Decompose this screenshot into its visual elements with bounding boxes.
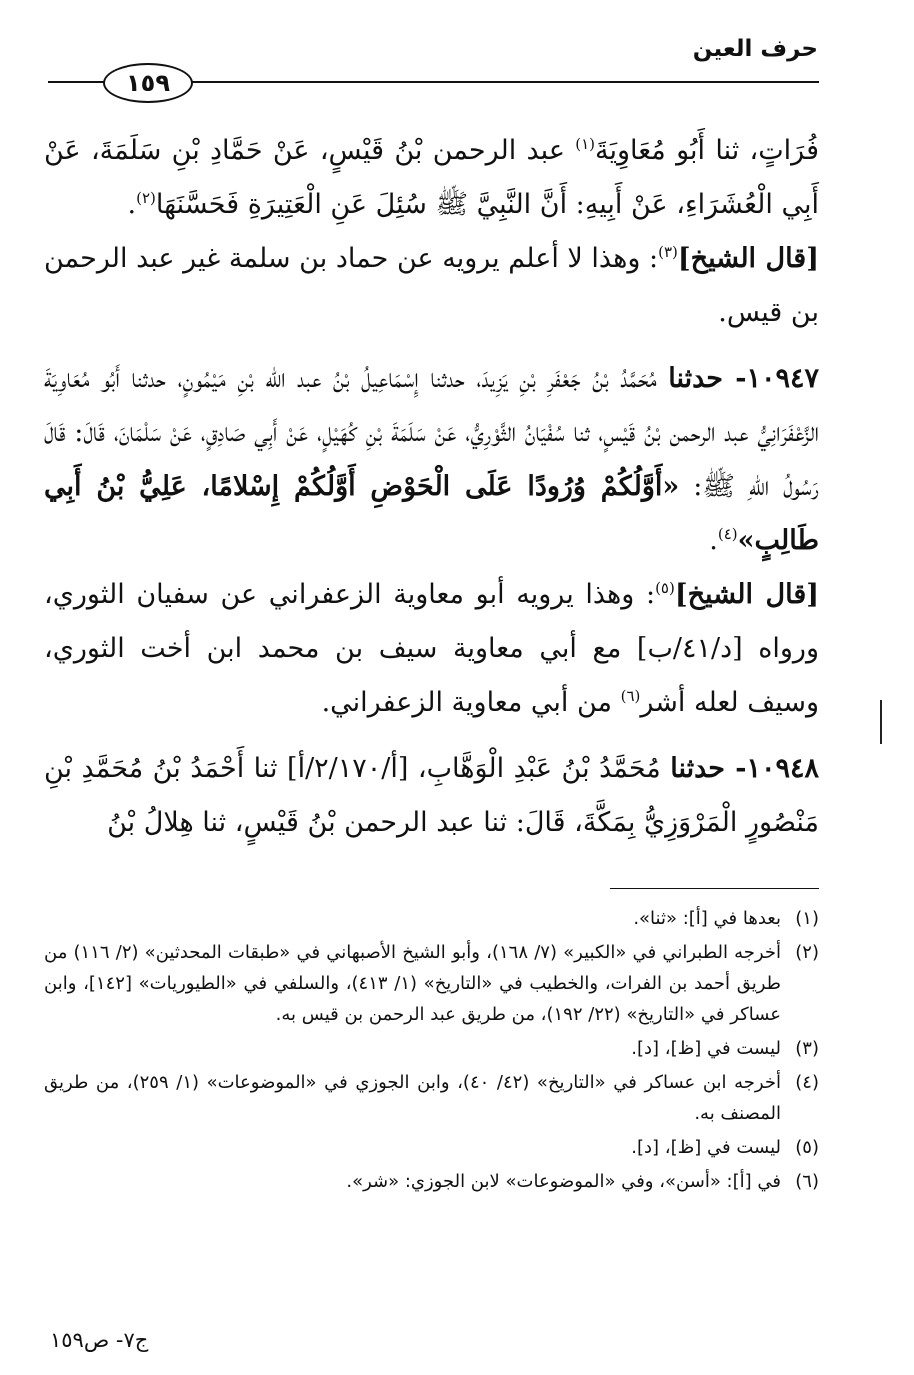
text-run: عبد الرحمن بْنُ قَيْسٍ، عَنْ حَمَّادِ بْنِ سَلَمَةَ، عَنْ أَبِي الْعُشَرَاءِ، عَنْ أَبِيهِ: أَنَّ النَّبِيَّ ﷺ سُئِلَ عَنِ الْعَتِيرَةِ فَحَسَّنَهَا [44,135,819,220]
text-run: فُرَاتٍ، ثنا أَبُو مُعَاوِيَةَ [595,135,819,166]
main-text [44,124,819,850]
hadith-number: ١٠٩٤٧- حدثنا [668,363,820,394]
text-run: : وهذا لا أعلم يرويه عن حماد بن سلمة غير عبد الرحمن بن قيس. [44,243,819,328]
footnotes [44,903,819,1200]
footnote-number: (٣) [795,1038,819,1059]
footnote-number: (١) [795,908,819,929]
footnote-text: ليست في [ظ]، [د]. [631,1038,781,1059]
margin-mark [880,700,882,744]
footnote-ref: (١) [575,135,596,153]
footnote-ref: (٢) [136,189,156,207]
volume-page-ref: ج٧- ص١٥٩ [50,1328,149,1352]
sheikh-label: [قال الشيخ] [674,579,820,610]
page-number: ١٥٩ [126,69,170,97]
text-run: من أبي معاوية الزعفراني. [321,687,621,718]
paragraph-1 [44,124,819,232]
footnote-1 [44,903,819,934]
footnote-5 [44,1132,819,1163]
footnote-6 [44,1166,819,1197]
hadith-number: ١٠٩٤٨- حدثنا [670,753,819,784]
hadith-quote: «أَوَّلُكُمْ وُرُودًا عَلَى الْحَوْضِ أَوَّلُكُمْ إِسْلامًا، عَلِيُّ بْنُ أَبِي طَالِبٍ» [44,471,819,556]
sheikh-label: [قال الشيخ] [677,243,819,274]
hadith-10947 [44,352,819,568]
footnote-number: (٢) [795,942,819,963]
footnote-text: ليست في [ظ]، [د]. [631,1137,781,1158]
hadith-10948 [44,742,819,850]
footnote-rule [610,888,819,889]
footnote-ref: (٥) [655,579,675,597]
text-run: مُحَمَّدُ بْنُ جَعْفَرِ بْنِ يَزِيدَ، حدثنا إِسْمَاعِيلُ بْنُ عبد الله بْنِ مَيْمُونٍ، حدثنا أَبُو مُعَاوِيَةَ الزَّعْفَرَانِيُّ عبد الرحمن بْنُ قَيْسٍ، ثنا سُفْيَانُ الثَّوْرِيُّ، عَنْ سَلَمَةَ بْنِ كُهَيْلٍ، عَنْ أَبِي صَادِقٍ، عَنْ سَلْمَانَ، قَالَ: قَالَ رَسُولُ اللهِ ﷺ: [44,363,819,502]
chapter-title: حرف العين [692,36,818,62]
text-run: مُحَمَّدُ بْنُ عَبْدِ الْوَهَّابِ، [أ/٢/١٧٠/أ] ثنا أَحْمَدُ بْنُ مُحَمَّدِ بْنِ مَنْصُورٍ الْمَرْوَزِيُّ بِمَكَّةَ، قَالَ: ثنا عبد الرحمن بْنُ قَيْسٍ، ثنا هِلالُ بْنُ [44,753,819,838]
footnote-number: (٤) [795,1072,819,1093]
footnote-4 [44,1067,819,1129]
footnote-text: بعدها في [أ]: «ثنا». [633,908,781,929]
text-run: : وهذا يرويه أبو معاوية الزعفراني عن سفيان الثوري، ورواه [د/٤١/ب] مع أبي معاوية سيف بن محمد ابن أخت الثوري، وسيف لعله أشر [44,579,819,718]
footnote-2 [44,937,819,1030]
page-number-badge [103,63,193,103]
footnote-ref: (٦) [620,687,641,705]
footnote-3 [44,1033,819,1064]
footnote-number: (٥) [795,1137,819,1158]
footnote-ref: (٣) [658,243,678,261]
footnote-ref: (٤) [717,525,738,543]
footnote-text: أخرجه ابن عساكر في «التاريخ» (٤٢/ ٤٠)، وابن الجوزي في «الموضوعات» (١/ ٢٥٩)، من طريق المصنف به. [44,1072,781,1124]
text-run: . [127,189,137,220]
text-run: . [709,525,718,556]
paragraph-4 [44,568,819,730]
footnote-number: (٦) [795,1171,819,1192]
paragraph-2 [44,232,819,340]
footnote-text: أخرجه الطبراني في «الكبير» (٧/ ١٦٨)، وأبو الشيخ الأصبهاني في «طبقات المحدثين» (٢/ ١١٦) من طريق أحمد بن الفرات، والخطيب في «التاريخ» (١/ ٤١٣)، والسلفي في «الطيوريات» [١٤٢]، وابن عساكر في «التاريخ» (٢٢/ ١٩٢)، من طريق عبد الرحمن بن قيس به. [44,942,781,1025]
footnote-text: في [أ]: «أسن»، وفي «الموضوعات» لابن الجوزي: «شر». [346,1171,781,1192]
